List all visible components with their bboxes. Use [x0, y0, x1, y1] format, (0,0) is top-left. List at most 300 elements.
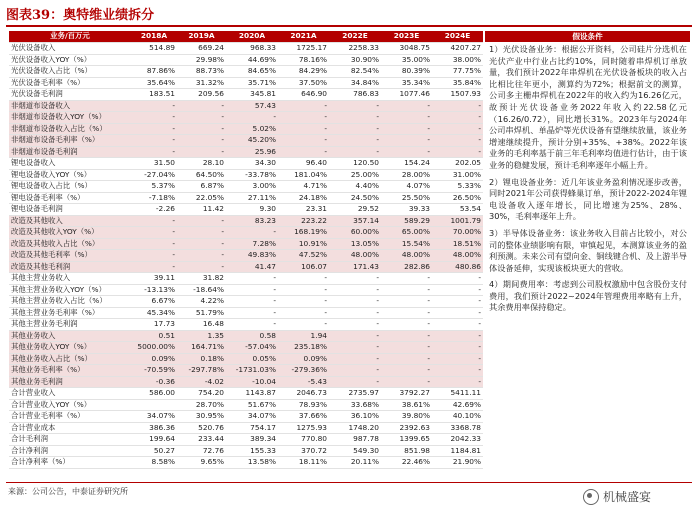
table-row — [9, 388, 483, 400]
value-cell: - — [381, 284, 432, 296]
value-cell: - — [432, 307, 483, 319]
value-cell: 2258.33 — [329, 43, 381, 55]
value-cell: 51.79% — [177, 307, 226, 319]
row-label: 合计营业收入YOY（%） — [9, 399, 131, 411]
value-cell: 5.02% — [226, 123, 278, 135]
value-cell: 549.30 — [329, 445, 381, 457]
value-cell: 183.51 — [131, 89, 177, 101]
table-row — [9, 181, 483, 193]
table-header-row — [9, 31, 483, 43]
value-cell: - — [226, 112, 278, 124]
value-cell: 3.00% — [226, 181, 278, 193]
row-label: 非烟道布设备收入占比（%） — [9, 123, 131, 135]
value-cell: 35.71% — [226, 77, 278, 89]
value-cell: 53.54 — [432, 204, 483, 216]
value-cell: 51.67% — [226, 399, 278, 411]
table-row — [9, 330, 483, 342]
value-cell: 13.58% — [226, 457, 278, 469]
row-label: 合计营业成本 — [9, 422, 131, 434]
value-cell: - — [131, 100, 177, 112]
value-cell: - — [381, 319, 432, 331]
value-cell: 370.72 — [278, 445, 329, 457]
row-label: 非烟道布设备收入YOY（%） — [9, 112, 131, 124]
table-row — [9, 100, 483, 112]
value-cell: -1731.03% — [226, 365, 278, 377]
value-cell: 28.10 — [177, 158, 226, 170]
value-cell: 6.87% — [177, 181, 226, 193]
value-cell: 41.47 — [226, 261, 278, 273]
header-year-cell: 2021A — [278, 31, 329, 43]
row-label: 其他业务收入 — [9, 330, 131, 342]
figure-title: 图表39：奥特维业绩拆分 — [6, 8, 155, 23]
value-cell: - — [329, 112, 381, 124]
footer-divider — [6, 482, 692, 483]
value-cell: 987.78 — [329, 434, 381, 446]
value-cell: 386.36 — [131, 422, 177, 434]
row-label: 锂电设备毛利润 — [9, 204, 131, 216]
value-cell: 16.48 — [177, 319, 226, 331]
header-year-cell: 2022E — [329, 31, 381, 43]
value-cell: - — [278, 307, 329, 319]
value-cell: 28.70% — [177, 399, 226, 411]
value-cell: 18.11% — [278, 457, 329, 469]
value-cell: - — [381, 330, 432, 342]
value-cell: - — [432, 135, 483, 147]
value-cell: 13.05% — [329, 238, 381, 250]
wechat-icon — [583, 489, 599, 505]
value-cell: -7.18% — [131, 192, 177, 204]
value-cell: 37.50% — [278, 77, 329, 89]
value-cell: -33.78% — [226, 169, 278, 181]
value-cell: 83.23 — [226, 215, 278, 227]
value-cell: 64.50% — [177, 169, 226, 181]
value-cell: 0.58 — [226, 330, 278, 342]
row-label: 光伏设备毛利率（%） — [9, 77, 131, 89]
value-cell: - — [329, 353, 381, 365]
value-cell: - — [432, 376, 483, 388]
row-label: 合计营业毛利率（%） — [9, 411, 131, 423]
row-label: 其他主营业务毛利润 — [9, 319, 131, 331]
value-cell: 10.91% — [278, 238, 329, 250]
value-cell: - — [329, 123, 381, 135]
value-cell: - — [177, 123, 226, 135]
value-cell: - — [329, 319, 381, 331]
value-cell: 57.43 — [226, 100, 278, 112]
value-cell: - — [177, 238, 226, 250]
value-cell: 106.07 — [278, 261, 329, 273]
table-row — [9, 135, 483, 147]
row-label: 改造及其他收入YOY（%） — [9, 227, 131, 239]
row-label: 锂电设备收入 — [9, 158, 131, 170]
value-cell: - — [381, 135, 432, 147]
value-cell — [131, 399, 177, 411]
assumptions-body — [485, 42, 690, 314]
table-row — [9, 422, 483, 434]
value-cell: 4.22% — [177, 296, 226, 308]
value-cell: - — [329, 273, 381, 285]
table-row — [9, 353, 483, 365]
value-cell: - — [177, 135, 226, 147]
value-cell: 1748.20 — [329, 422, 381, 434]
value-cell: 34.07% — [131, 411, 177, 423]
value-cell: 65.00% — [381, 227, 432, 239]
value-cell: - — [278, 112, 329, 124]
value-cell: - — [381, 365, 432, 377]
row-label: 改造及其他毛利润 — [9, 261, 131, 273]
value-cell: 4.71% — [278, 181, 329, 193]
value-cell: 39.11 — [131, 273, 177, 285]
value-cell: - — [329, 135, 381, 147]
value-cell: -10.04 — [226, 376, 278, 388]
value-cell: 6.67% — [131, 296, 177, 308]
value-cell: - — [432, 353, 483, 365]
value-cell: 202.05 — [432, 158, 483, 170]
value-cell: - — [278, 296, 329, 308]
value-cell: - — [432, 146, 483, 158]
value-cell: 1.94 — [278, 330, 329, 342]
value-cell: -4.02 — [177, 376, 226, 388]
assumption-paragraph: 2）锂电设备业务：近几年该业务盈利情况逐步改善，同时2021年公司获得蜂巢订单，预计2022-2024年锂电设备收入逐年增长，同比增速为25%、28%、30%，毛利率逐年上升。 — [489, 176, 687, 222]
value-cell: 2046.73 — [278, 388, 329, 400]
table-row — [9, 319, 483, 331]
row-label: 锂电设备收入YOY（%） — [9, 169, 131, 181]
value-cell: 24.50% — [329, 192, 381, 204]
value-cell: 44.69% — [226, 54, 278, 66]
table-row — [9, 43, 483, 55]
header-year-cell: 2023E — [381, 31, 432, 43]
value-cell: - — [226, 227, 278, 239]
value-cell: -2.26 — [131, 204, 177, 216]
value-cell: 154.24 — [381, 158, 432, 170]
value-cell: - — [432, 365, 483, 377]
value-cell: 968.33 — [226, 43, 278, 55]
table-row — [9, 434, 483, 446]
value-cell: 25.00% — [329, 169, 381, 181]
value-cell: 20.11% — [329, 457, 381, 469]
value-cell: - — [329, 296, 381, 308]
row-label: 合计营业收入 — [9, 388, 131, 400]
value-cell: - — [131, 135, 177, 147]
assumption-paragraph: 3）半导体设备业务：该业务收入目前占比较小，对公司的整体业绩影响有限，审慎起见，本测算该业务的盈利预测。未来公司有望向金、铜线键合机、及上游半导体设备延伸，实现该板块更大的营收。 — [489, 227, 687, 273]
value-cell: 2735.97 — [329, 388, 381, 400]
value-cell: 0.05% — [226, 353, 278, 365]
header-year-cell: 2018A — [131, 31, 177, 43]
value-cell: 23.31 — [278, 204, 329, 216]
table-row — [9, 192, 483, 204]
value-cell: -57.04% — [226, 342, 278, 354]
value-cell: 48.00% — [432, 250, 483, 262]
table-row — [9, 146, 483, 158]
value-cell: - — [432, 342, 483, 354]
value-cell: - — [432, 112, 483, 124]
value-cell: 88.73% — [177, 66, 226, 78]
value-cell: - — [226, 284, 278, 296]
table-row — [9, 123, 483, 135]
value-cell: -279.36% — [278, 365, 329, 377]
value-cell: 0.09% — [131, 353, 177, 365]
value-cell: - — [278, 135, 329, 147]
value-cell: 209.56 — [177, 89, 226, 101]
value-cell: - — [432, 296, 483, 308]
value-cell: 18.51% — [432, 238, 483, 250]
row-label: 其他主营业务收入 — [9, 273, 131, 285]
value-cell: 5000.00% — [131, 342, 177, 354]
value-cell: - — [131, 261, 177, 273]
table-row — [9, 296, 483, 308]
table-row — [9, 227, 483, 239]
value-cell: 3048.75 — [381, 43, 432, 55]
value-cell: - — [432, 100, 483, 112]
table-row — [9, 457, 483, 469]
value-cell: 5411.11 — [432, 388, 483, 400]
table-row — [9, 399, 483, 411]
row-label: 其他业务收入YOY（%） — [9, 342, 131, 354]
value-cell: - — [329, 284, 381, 296]
table-row — [9, 215, 483, 227]
value-cell: - — [381, 342, 432, 354]
value-cell: 80.39% — [381, 66, 432, 78]
value-cell: -27.04% — [131, 169, 177, 181]
value-cell: - — [226, 307, 278, 319]
value-cell: - — [381, 123, 432, 135]
value-cell: - — [131, 123, 177, 135]
row-label: 合计毛利润 — [9, 434, 131, 446]
value-cell: - — [226, 319, 278, 331]
value-cell: 1184.81 — [432, 445, 483, 457]
value-cell: 282.86 — [381, 261, 432, 273]
table-row — [9, 365, 483, 377]
value-cell: 22.05% — [177, 192, 226, 204]
value-cell: 39.33 — [381, 204, 432, 216]
value-cell: 851.98 — [381, 445, 432, 457]
row-label: 锂电设备毛利率（%） — [9, 192, 131, 204]
value-cell: - — [381, 273, 432, 285]
value-cell: 72.76 — [177, 445, 226, 457]
value-cell: 1077.46 — [381, 89, 432, 101]
table-row — [9, 307, 483, 319]
value-cell: -0.36 — [131, 376, 177, 388]
value-cell: 233.44 — [177, 434, 226, 446]
value-cell: 24.18% — [278, 192, 329, 204]
value-cell: -297.78% — [177, 365, 226, 377]
value-cell: - — [278, 284, 329, 296]
value-cell: 168.19% — [278, 227, 329, 239]
value-cell: 171.43 — [329, 261, 381, 273]
row-label: 光伏设备收入占比（%） — [9, 66, 131, 78]
value-cell: - — [177, 261, 226, 273]
value-cell: - — [177, 227, 226, 239]
value-cell: 49.83% — [226, 250, 278, 262]
value-cell: - — [131, 227, 177, 239]
value-cell: 2392.63 — [381, 422, 432, 434]
value-cell: 78.16% — [278, 54, 329, 66]
row-label: 其他业务收入占比（%） — [9, 353, 131, 365]
table-row — [9, 445, 483, 457]
value-cell: 39.80% — [381, 411, 432, 423]
value-cell: 29.98% — [177, 54, 226, 66]
value-cell: 40.10% — [432, 411, 483, 423]
value-cell: 45.20% — [226, 135, 278, 147]
value-cell: - — [432, 319, 483, 331]
value-cell: - — [177, 100, 226, 112]
value-cell: 1001.79 — [432, 215, 483, 227]
value-cell: 15.54% — [381, 238, 432, 250]
value-cell: 28.00% — [381, 169, 432, 181]
value-cell: -18.64% — [177, 284, 226, 296]
value-cell: 11.42 — [177, 204, 226, 216]
value-cell: - — [381, 146, 432, 158]
value-cell: - — [329, 330, 381, 342]
watermark — [583, 488, 651, 505]
assumptions-header: 假设条件 — [485, 31, 690, 42]
value-cell: 84.65% — [226, 66, 278, 78]
row-label: 光伏设备毛利润 — [9, 89, 131, 101]
table-row — [9, 342, 483, 354]
table-row — [9, 273, 483, 285]
value-cell: - — [131, 146, 177, 158]
value-cell: 48.00% — [381, 250, 432, 262]
value-cell: 770.80 — [278, 434, 329, 446]
value-cell: 4.40% — [329, 181, 381, 193]
table-row — [9, 169, 483, 181]
value-cell: 3792.27 — [381, 388, 432, 400]
table-row — [9, 112, 483, 124]
value-cell: 21.90% — [432, 457, 483, 469]
value-cell: - — [381, 100, 432, 112]
row-label: 其他业务毛利率（%） — [9, 365, 131, 377]
value-cell: 235.18% — [278, 342, 329, 354]
value-cell: - — [432, 284, 483, 296]
row-label: 光伏设备收入 — [9, 43, 131, 55]
value-cell: -70.59% — [131, 365, 177, 377]
header-year-cell: 2019A — [177, 31, 226, 43]
value-cell: 786.83 — [329, 89, 381, 101]
value-cell: 36.10% — [329, 411, 381, 423]
value-cell: - — [329, 376, 381, 388]
header-year-cell: 2024E — [432, 31, 483, 43]
value-cell: - — [177, 146, 226, 158]
row-label: 合计净利润 — [9, 445, 131, 457]
value-cell: 77.75% — [432, 66, 483, 78]
value-cell: 181.04% — [278, 169, 329, 181]
table-row — [9, 204, 483, 216]
value-cell: - — [131, 215, 177, 227]
value-cell: 0.09% — [278, 353, 329, 365]
value-cell: 1507.93 — [432, 89, 483, 101]
value-cell: - — [131, 250, 177, 262]
assumptions-panel — [485, 31, 690, 481]
value-cell: 35.00% — [381, 54, 432, 66]
value-cell: -13.13% — [131, 284, 177, 296]
table-row — [9, 238, 483, 250]
value-cell: 9.65% — [177, 457, 226, 469]
value-cell: 96.40 — [278, 158, 329, 170]
row-label: 光伏设备收入YOY（%） — [9, 54, 131, 66]
value-cell: 589.29 — [381, 215, 432, 227]
value-cell: 34.07% — [226, 411, 278, 423]
value-cell: 8.58% — [131, 457, 177, 469]
value-cell: - — [131, 238, 177, 250]
value-cell: 669.24 — [177, 43, 226, 55]
row-label: 锂电设备收入占比（%） — [9, 181, 131, 193]
value-cell: 70.00% — [432, 227, 483, 239]
value-cell: 646.90 — [278, 89, 329, 101]
value-cell: 520.76 — [177, 422, 226, 434]
value-cell: - — [177, 112, 226, 124]
table-row — [9, 376, 483, 388]
value-cell: 199.64 — [131, 434, 177, 446]
value-cell: 514.89 — [131, 43, 177, 55]
row-label: 合计净利率（%） — [9, 457, 131, 469]
value-cell: 48.00% — [329, 250, 381, 262]
value-cell: - — [381, 307, 432, 319]
value-cell: - — [329, 342, 381, 354]
row-label: 非烟道布设备毛利率（%） — [9, 135, 131, 147]
value-cell: 29.52 — [329, 204, 381, 216]
value-cell: - — [329, 365, 381, 377]
value-cell: 35.64% — [131, 77, 177, 89]
value-cell: 155.33 — [226, 445, 278, 457]
table-row — [9, 158, 483, 170]
value-cell: - — [177, 250, 226, 262]
row-label: 其他主营业务收入YOY（%） — [9, 284, 131, 296]
value-cell: 38.00% — [432, 54, 483, 66]
value-cell: 47.52% — [278, 250, 329, 262]
value-cell: 35.84% — [432, 77, 483, 89]
value-cell: 37.66% — [278, 411, 329, 423]
assumption-paragraph: 1）光伏设备业务：根据公开资料，公司硅片分选机在光伏产业中行业占比约10%，同时随着串焊机订单放量，我们预计2022年串焊机在光伏设备板块的收入占比相比往年更小，测算约为72%；根据前文的测算，公司多主栅串焊机在2022年的收入约为16.26亿元，故预计光伏设备业务2022年收入约22.58亿元（16.26/0.72），同比增长31%。2023年与2024年公司串焊机、单晶炉等光伏设备有望继续放量，该业务增速继续提升，预计分别+35%、+38%。2022年该业务的毛利率基于前三年毛利率均值进行估计，由于该业务的稳健发展，预计毛利率逐年小幅上升。 — [489, 44, 687, 170]
row-label: 改造及其他毛利率（%） — [9, 250, 131, 262]
value-cell: - — [278, 319, 329, 331]
table-row — [9, 66, 483, 78]
value-cell: 9.30 — [226, 204, 278, 216]
value-cell: 1399.65 — [381, 434, 432, 446]
value-cell: 31.32% — [177, 77, 226, 89]
value-cell: 60.00% — [329, 227, 381, 239]
value-cell: -5.43 — [278, 376, 329, 388]
title-bar — [6, 3, 692, 27]
watermark-text: 机械盛宴 — [603, 490, 652, 504]
value-cell: 22.46% — [381, 457, 432, 469]
value-cell: 25.50% — [381, 192, 432, 204]
value-cell: 30.90% — [329, 54, 381, 66]
value-cell: 38.61% — [381, 399, 432, 411]
value-cell: - — [432, 273, 483, 285]
value-cell: 357.14 — [329, 215, 381, 227]
value-cell: 0.51 — [131, 330, 177, 342]
financial-table — [9, 31, 483, 469]
header-year-cell: 2020A — [226, 31, 278, 43]
value-cell: - — [432, 330, 483, 342]
value-cell: 45.34% — [131, 307, 177, 319]
value-cell: 78.93% — [278, 399, 329, 411]
value-cell: - — [278, 273, 329, 285]
value-cell: - — [131, 112, 177, 124]
value-cell: 5.33% — [432, 181, 483, 193]
header-label-cell: 业务/百万元 — [9, 31, 131, 43]
value-cell: 25.96 — [226, 146, 278, 158]
value-cell: 84.29% — [278, 66, 329, 78]
value-cell: - — [381, 353, 432, 365]
value-cell: 120.50 — [329, 158, 381, 170]
value-cell: 754.20 — [177, 388, 226, 400]
value-cell: 31.00% — [432, 169, 483, 181]
value-cell — [131, 54, 177, 66]
value-cell: 50.27 — [131, 445, 177, 457]
value-cell: 26.50% — [432, 192, 483, 204]
assumption-paragraph: 4）期间费用率：考虑到公司股权激励中包含股份支付费用，我们预计2022~2024年管理费用率略有上升，其余费用率保持稳定。 — [489, 279, 687, 313]
value-cell: - — [226, 273, 278, 285]
